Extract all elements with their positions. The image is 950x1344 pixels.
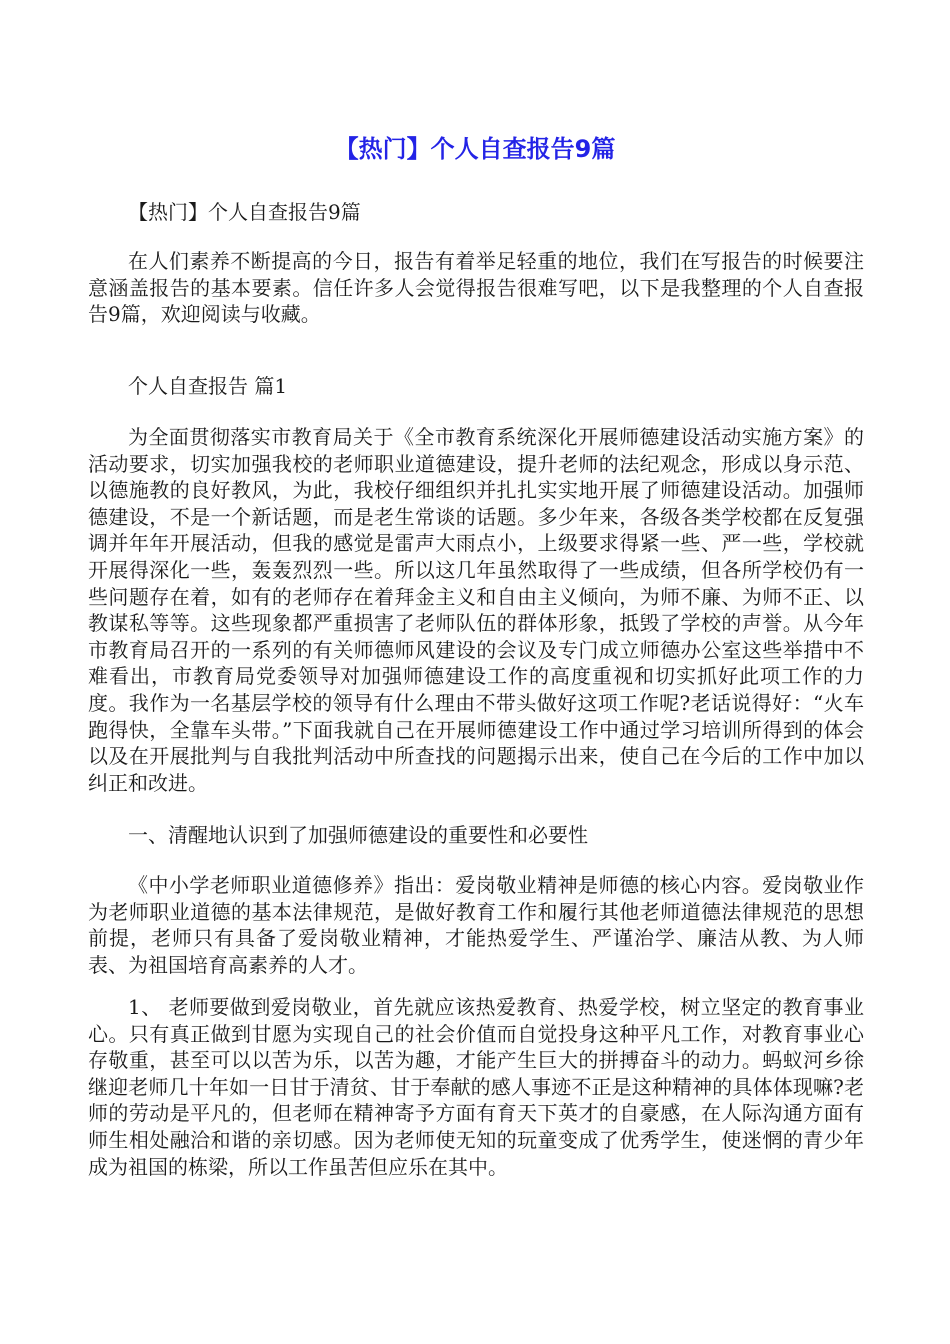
body-paragraph-1: 为全面贯彻落实市教育局关于《全市教育系统深化开展师德建设活动实施方案》的活动要求，切实加强我校的老师职业道德建设，提升老师的法纪观念，形成以身示范、以德施教的良好教风，为此，我校仔细组织并扎扎实实地开展了师德建设活动。加强师德建设，不是一个新话题，而是老生常谈的话题。多少年来，各级各类学校都在反复强调并年年开展活动，但我的感觉是雷声大雨点小，上级要求得紧一些、严一些，学校就开展得深化一些，轰轰烈烈一些。所以这几年虽然取得了一些成绩，但各所学校仍有一些问题存在着，如有的老师存在着拜金主义和自由主义倾向，为师不廉、为师不正、以教谋私等等。这些现象都严重损害了老师队伍的群体形象，抵毁了学校的声誉。从今年市教育局召开的一系列的有关师德师风建设的会议及专门成立师德办公室这些举措中不难看出，市教育局党委领导对加强师德建设工作的高度重视和切实抓好此项工作的力度。我作为一名基层学校的领导有什么理由不带头做好这项工作呢?老话说得好：“火车跑得快，全靠车头带。”下面我就自己在开展师德建设工作中通过学习培训所得到的体会以及在开展批判与自我批判活动中所查找的问题揭示出来，使自己在今后的工作中加以纠正和改进。 [88, 425, 864, 795]
body-paragraph-3: 1、 老师要做到爱岗敬业，首先就应该热爱教育、热爱学校，树立坚定的教育事业心。只有真正做到甘愿为实现自己的社会价值而自觉投身这种平凡工作，对教育事业心存敬重，甚至可以以苦为乐，以苦为趣，才能产生巨大的拼搏奋斗的动力。蚂蚁河乡徐继迎老师几十年如一日甘于清贫、甘于奉献的感人事迹不正是这种精神的具体体现嘛?老师的劳动是平凡的，但老师在精神寄予方面有育天下英才的自豪感，在人际沟通方面有师生相处融洽和谐的亲切感。因为老师使无知的玩童变成了优秀学生，使迷惘的青少年成为祖国的栋梁，所以工作虽苦但应乐在其中。 [88, 995, 864, 1179]
intro-paragraph: 在人们素养不断提高的今日，报告有着举足轻重的地位，我们在写报告的时候要注意涵盖报告的基本要素。信任许多人会觉得报告很难写吧，以下是我整理的个人自查报告9篇，欢迎阅读与收藏。 [88, 249, 864, 327]
subsection-heading-1: 一、清醒地认识到了加强师德建设的重要性和必要性 [128, 823, 588, 847]
section-heading: 个人自查报告 篇1 [128, 374, 288, 398]
document-subtitle: 【热门】个人自查报告9篇 [128, 200, 361, 224]
document-title: 【热门】个人自查报告9篇 [334, 135, 616, 163]
body-paragraph-2: 《中小学老师职业道德修养》指出：爱岗敬业精神是师德的核心内容。爱岗敬业作为老师职业道德的基本法律规范，是做好教育工作和履行其他老师道德法律规范的思想前提，老师只有具备了爱岗敬业精神，才能热爱学生、严谨治学、廉洁从教、为人师表、为祖国培育高素养的人才。 [88, 873, 864, 977]
